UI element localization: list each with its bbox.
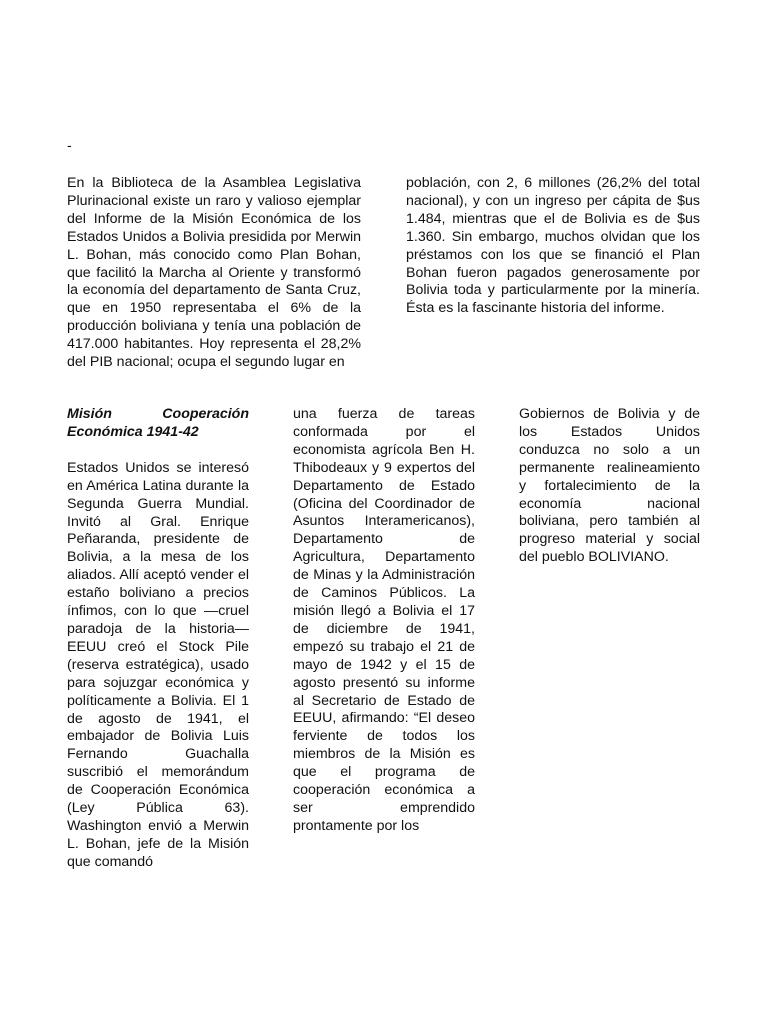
section-column-right <box>519 406 700 567</box>
section-heading: Misión Cooperación Económica 1941-42 <box>67 406 249 440</box>
section-paragraph-right: Gobiernos de Bolivia y de los Estados Unidos conduzca no solo a un permanente realineamiento y fortalecimiento de la economía nacional boliviana, pero también al progreso material y social del pueblo BOLIVIANO. <box>519 406 700 566</box>
intro-column-left <box>67 175 361 372</box>
dash-marker: - <box>67 137 72 153</box>
intro-paragraph-right: población, con 2, 6 millones (26,2% del total nacional), y con un ingreso per cápita de $us 1.484, mientras que el de Bolivia es de $us 1.360. Sin embargo, muchos olvidan que los préstamos con los que se financió el Plan Bohan fueron pagados generosamente por Bolivia toda y particularmente por la minería. Ésta es la fascinante historia del informe. <box>406 175 700 317</box>
section-paragraph-left: Estados Unidos se interesó en América Latina durante la Segunda Guerra Mundial. Invitó al Gral. Enrique Peñaranda, presidente de Bolivia, a la mesa de los aliados. Allí aceptó vender el estaño boliviano a precios ínfimos, con lo que —cruel paradoja de la historia— EEUU creó el Stock Pile (reserva estratégica), usado para sojuzgar económica y políticamente a Bolivia. El 1 de agosto de 1941, el embajador de Bolivia Luis Fernando Guachalla suscribió el memorándum de Cooperación Económica (Ley Pública 63). Washington envió a Merwin L. Bohan, jefe de la Misión que comandó <box>67 459 249 870</box>
intro-paragraph-left: En la Biblioteca de la Asamblea Legislativa Plurinacional existe un raro y valioso ejemplar del Informe de la Misión Económica de los Estados Unidos a Bolivia presidida por Merwin L. Bohan, más conocido como Plan Bohan, que facilitó la Marcha al Oriente y transformó la economía del departamento de Santa Cruz, que en 1950 representaba el 6% de la producción boliviana y tenía una población de 417.000 habitantes. Hoy representa el 28,2% del PIB nacional; ocupa el segundo lugar en <box>67 175 361 371</box>
section-column-middle <box>293 406 475 836</box>
section-column-left <box>67 406 249 872</box>
intro-column-right <box>406 175 700 318</box>
section-paragraph-middle: una fuerza de tareas conformada por el economista agrícola Ben H. Thibodeaux y 9 expertos del Departamento de Estado (Oficina del Coordinador de Asuntos Interamericanos), Departamento de Agricultura, Departamento de Minas y la Administración de Caminos Públicos. La misión llegó a Bolivia el 17 de diciembre de 1941, empezó su trabajo el 21 de mayo de 1942 y el 15 de agosto presentó su informe al Secretario de Estado de EEUU, afirmando: “El deseo ferviente de todos los miembros de la Misión es que el programa de cooperación económica a ser emprendido prontamente por los <box>293 406 475 834</box>
